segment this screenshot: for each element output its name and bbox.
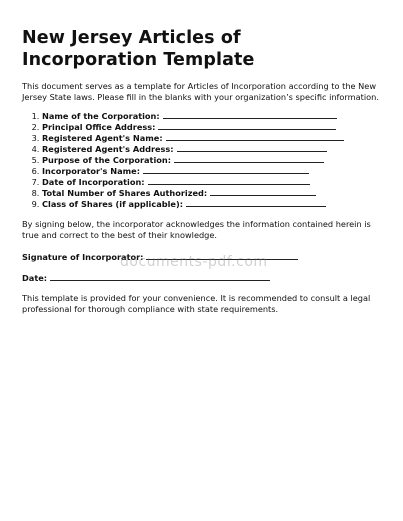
field-item-date xyxy=(42,177,382,188)
field-item-agent-address xyxy=(42,144,382,155)
field-label: Registered Agent's Address: xyxy=(42,144,174,154)
blank-line xyxy=(163,111,337,119)
document-title: New Jersey Articles of Incorporation Template xyxy=(22,28,255,70)
field-label: Incorporator's Name: xyxy=(42,166,140,176)
date-row xyxy=(22,273,382,284)
watermark: documents-pdf.com xyxy=(120,254,268,270)
field-item-principal-office xyxy=(42,122,382,133)
field-label: Total Number of Shares Authorized: xyxy=(42,188,208,198)
blank-line xyxy=(148,177,310,185)
blank-line xyxy=(210,188,316,196)
field-list xyxy=(22,111,382,210)
field-item-corporation-name xyxy=(42,111,382,122)
date-label: Date: xyxy=(22,273,48,283)
blank-line xyxy=(174,155,324,163)
blank-line xyxy=(186,199,326,207)
blank-line xyxy=(143,166,309,174)
acknowledgement-paragraph: By signing below, the incorporator acknowledges the information contained herein is true and correct to the best of their knowledge. xyxy=(22,219,371,240)
field-item-share-class xyxy=(42,199,382,210)
document-page xyxy=(22,27,382,315)
field-label: Name of the Corporation: xyxy=(42,111,160,121)
date-line xyxy=(50,273,270,281)
blank-line xyxy=(166,133,344,141)
blank-line xyxy=(177,144,327,152)
signature-label: Signature of Incorporator: xyxy=(22,252,144,262)
field-item-incorporator-name xyxy=(42,166,382,177)
field-item-agent-name xyxy=(42,133,382,144)
intro-paragraph: This document serves as a template for Articles of Incorporation according to the New Jersey State laws. Please fill in the blanks with your organization’s specific information. xyxy=(22,81,379,102)
field-label: Registered Agent's Name: xyxy=(42,133,163,143)
field-item-shares-authorized xyxy=(42,188,382,199)
footer-note: This template is provided for your convenience. It is recommended to consult a legal professional for thorough compliance with state requirements. xyxy=(22,293,371,314)
field-label: Purpose of the Corporation: xyxy=(42,155,171,165)
field-label: Date of Incorporation: xyxy=(42,177,145,187)
blank-line xyxy=(158,122,336,130)
field-item-purpose xyxy=(42,155,382,166)
field-label: Principal Office Address: xyxy=(42,122,156,132)
field-label: Class of Shares (if applicable): xyxy=(42,199,183,209)
